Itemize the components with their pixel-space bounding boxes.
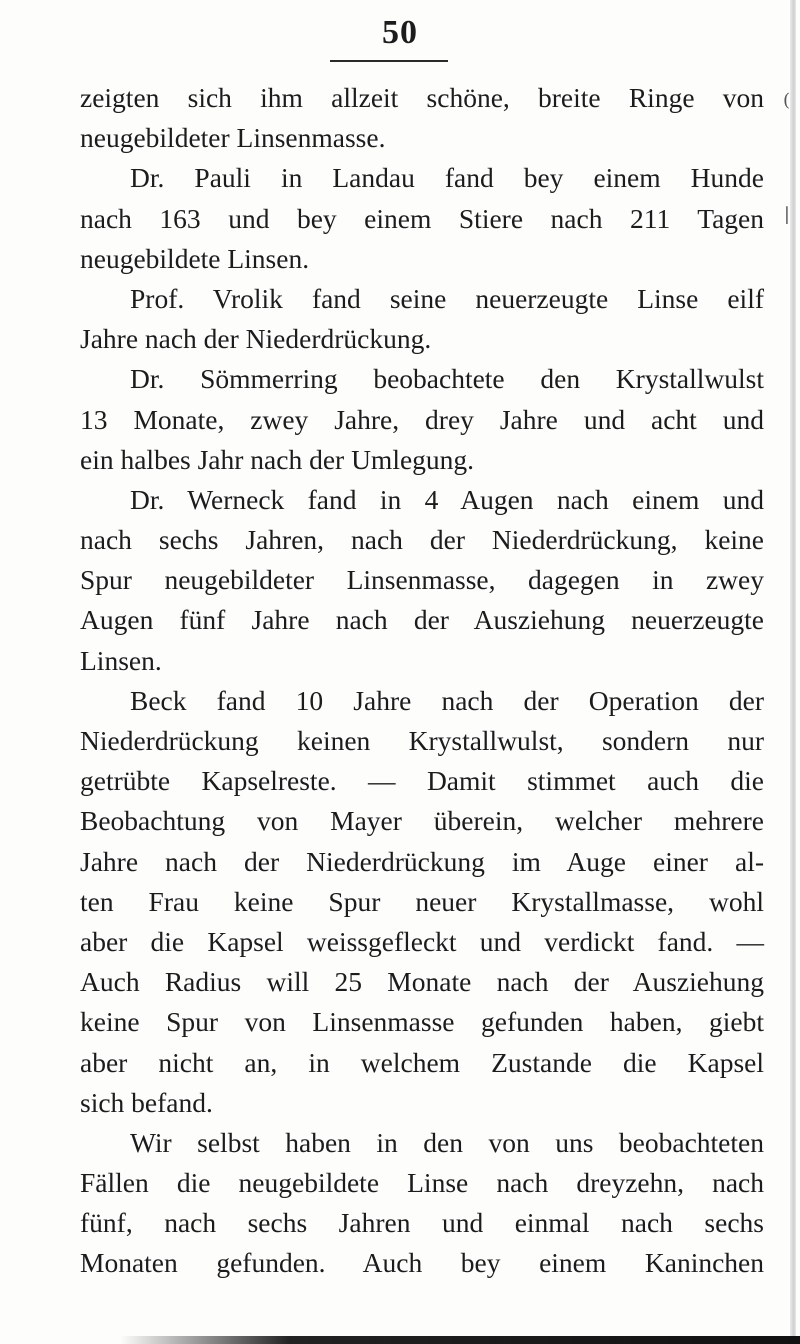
text-line: Spur neugebildeter Linsenmasse, dagegen in zwey — [80, 564, 764, 596]
text-line: Niederdrückung keinen Krystallwulst, sondern nur — [80, 725, 764, 756]
page-number: 50 — [382, 14, 418, 51]
text-line: Beobachtung von Mayer überein, welcher mehrere — [80, 805, 764, 837]
text-line: fünf, nach sechs Jahren und einmal nach sechs — [80, 1207, 764, 1239]
body-text — [80, 78, 764, 1284]
edge-mark: ( — [782, 90, 790, 111]
text-line: nach 163 und bey einem Stiere nach 211 Tagen — [80, 202, 764, 234]
text-line: Auch Radius will 25 Monate nach der Ausziehung — [80, 966, 764, 998]
text-line: sich befand. — [80, 1086, 213, 1118]
page-edge — [790, 0, 796, 1344]
text-line: Wir selbst haben in den von uns beobachteten — [130, 1126, 764, 1158]
text-line: nach sechs Jahren, nach der Niederdrückung, keine — [80, 524, 764, 556]
text-line: Augen fünf Jahre nach der Ausziehung neuerzeugte — [80, 604, 764, 636]
text-line: aber nicht an, in welchem Zustande die Kapsel — [80, 1046, 764, 1078]
text-line: 13 Monate, zwey Jahre, drey Jahre und acht und — [80, 403, 764, 435]
text-line: Monaten gefunden. Auch bey einem Kaninchen — [80, 1247, 764, 1279]
text-line: neugebildeter Linsenmasse. — [80, 122, 386, 154]
text-line: Fällen die neugebildete Linse nach dreyzehn, nach — [80, 1167, 764, 1199]
text-line: ein halbes Jahr nach der Umlegung. — [80, 443, 475, 475]
header-rule — [330, 60, 448, 62]
bottom-shadow — [120, 1336, 800, 1344]
text-line: ten Frau keine Spur neuer Krystallmasse, wohl — [80, 885, 764, 917]
text-line: Dr. Sömmerring beobachtete den Krystallwulst — [130, 363, 764, 395]
text-line: Dr. Pauli in Landau fand bey einem Hunde — [130, 162, 764, 194]
text-line: Jahre nach der Niederdrückung im Auge einer al- — [80, 845, 764, 877]
text-line: Linsen. — [80, 644, 162, 676]
edge-mark: | — [783, 204, 790, 225]
text-line: aber die Kapsel weissgefleckt und verdickt fand. — — [80, 925, 764, 957]
text-line: Prof. Vrolik fand seine neuerzeugte Linse eilf — [130, 282, 764, 314]
text-line: getrübte Kapselreste. — Damit stimmet auch die — [80, 765, 764, 797]
text-line: neugebildete Linsen. — [80, 242, 310, 274]
text-line: Beck fand 10 Jahre nach der Operation der — [130, 684, 764, 716]
text-line: Jahre nach der Niederdrückung. — [80, 323, 432, 355]
text-line: keine Spur von Linsenmasse gefunden haben, giebt — [80, 1006, 764, 1038]
text-line: Dr. Werneck fand in 4 Augen nach einem und — [130, 483, 764, 515]
text-line: zeigten sich ihm allzeit schöne, breite Ringe von — [80, 82, 764, 113]
